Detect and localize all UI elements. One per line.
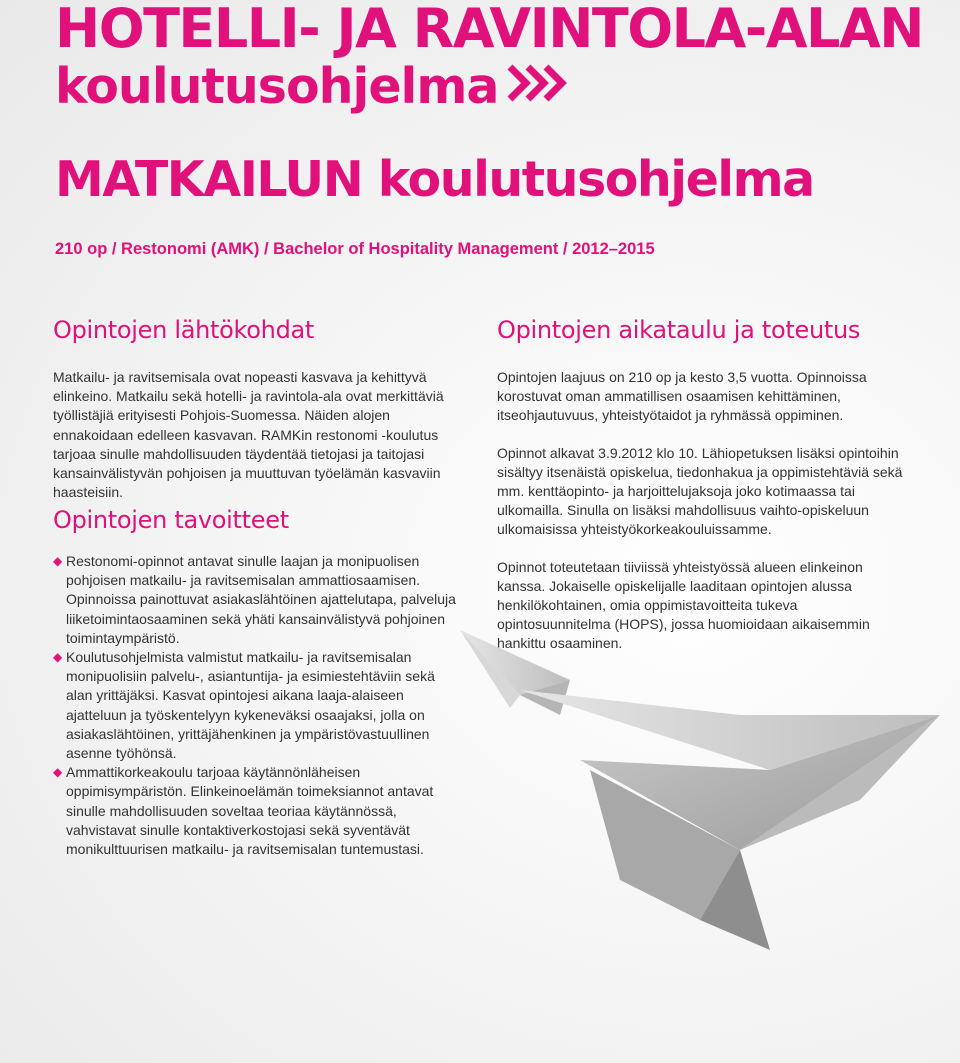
aikataulu-paragraph-3: Opinnot toteutetaan tiiviissä yhteistyössä alueen elinkeinon kanssa. Jokaiselle opiskelijalle laaditaan opintojen alussa henkilökohtainen, omia oppimistavoitteita tukeva opintosuunnitelma (HOPS), jossa huomioidaan aikaisemmin hankittu osaaminen. bbox=[497, 558, 870, 652]
tavoitteet-list bbox=[53, 552, 465, 859]
bullet-text: Restonomi-opinnot antavat sinulle laajan ja monipuolisen pohjoisen matkailu- ja ravitsemisalan ammattiosaamisen. Opinnoissa painottuvat asiakaslähtöinen ajattelutapa, palveluja liiketoimintaosaaminen sekä yhäti kansainvälistyvä pohjoinen toimintaympäristö. bbox=[66, 553, 456, 646]
bullet-icon: ◆ bbox=[53, 765, 63, 780]
section-heading-tavoitteet: Opintojen tavoitteet bbox=[53, 506, 289, 534]
program-subline: 210 op / Restonomi (AMK) / Bachelor of Hospitality Management / 2012–2015 bbox=[55, 240, 655, 258]
title-line-3: MATKAILUN koulutusohjelma bbox=[55, 151, 814, 208]
bullet-icon: ◆ bbox=[53, 650, 63, 665]
lahtokohdat-text bbox=[53, 368, 465, 502]
list-item bbox=[53, 552, 465, 648]
title-line-2-text: koulutusohjelma bbox=[55, 58, 499, 115]
aikataulu-text bbox=[497, 368, 909, 654]
paper-airplane-icon bbox=[440, 620, 940, 984]
section-heading-lahtokohdat: Opintojen lähtökohdat bbox=[53, 316, 315, 344]
lahtokohdat-paragraph: Matkailu- ja ravitsemisala ovat nopeasti kasvava ja kehittyvä elinkeino. Matkailu sekä hotelli- ja ravintola-ala ovat merkittäviä työllistäjiä erityisesti Pohjois-Suomessa. Näiden alojen ennakoidaan edelleen kasvavan. RAMKin restonomi -koulutus tarjoaa sinulle mahdollisuuden täydentää tietojasi ja taitojasi kansainvälistyvän pohjoisen ja muuttuvan työelämän kasvaviin haasteisiin. bbox=[53, 369, 444, 501]
section-heading-aikataulu: Opintojen aikataulu ja toteutus bbox=[497, 316, 861, 344]
list-item bbox=[53, 763, 465, 859]
bullet-text: Ammattikorkeakoulu tarjoaa käytännönläheisen oppimisympäristön. Elinkeinoelämän toimeksiannot antavat sinulle mahdollisuuden soveltaa teoriaa käytännössä, vahvistavat sinulle kontaktiverkostojasi sekä syventävät monikulttuurisen matkailu- ja ravitsemisalan tuntemustasi. bbox=[66, 764, 434, 858]
aikataulu-paragraph-1: Opintojen laajuus on 210 op ja kesto 3,5 vuotta. Opinnoissa korostuvat oman ammatillisen osaamisen kehittäminen, itseohjautuvuus, yhteistyötaidot ja ryhmässä oppiminen. bbox=[497, 369, 867, 424]
list-item bbox=[53, 648, 465, 763]
bullet-text: Koulutusohjelmista valmistut matkailu- ja ravitsemisalan monipuolisiin palvelu-, asiantuntija- ja esimiestehtäviin sekä alan yrittäjäksi. Kasvat opintojesi aikana laaja-alaiseen ajatteluun ja työskentelyyn kykeneväksi osaajaksi, jolla on asiakaslähtöinen, yrittäjähenkinen ja ympäristövastuullinen asenne työhönsä. bbox=[66, 649, 435, 762]
bullet-icon: ◆ bbox=[53, 554, 63, 568]
double-chevron-right-icon bbox=[506, 57, 572, 117]
title-line-2 bbox=[55, 57, 572, 117]
title-line-1: HOTELLI- JA RAVINTOLA-ALAN bbox=[55, 0, 923, 60]
aikataulu-paragraph-2: Opinnot alkavat 3.9.2012 klo 10. Lähiopetuksen lisäksi opintoihin sisältyy itsenäistä opiskelua, tiedonhakua ja oppimistehtäviä sekä mm. kenttäopinto- ja harjoittelujaksoja joko kotimaassa tai ulkomailla. Sinulla on lisäksi mahdollisuus vaihto-opiskeluun ulkomaisissa yhteistyökorkeakouluissamme. bbox=[497, 444, 903, 538]
